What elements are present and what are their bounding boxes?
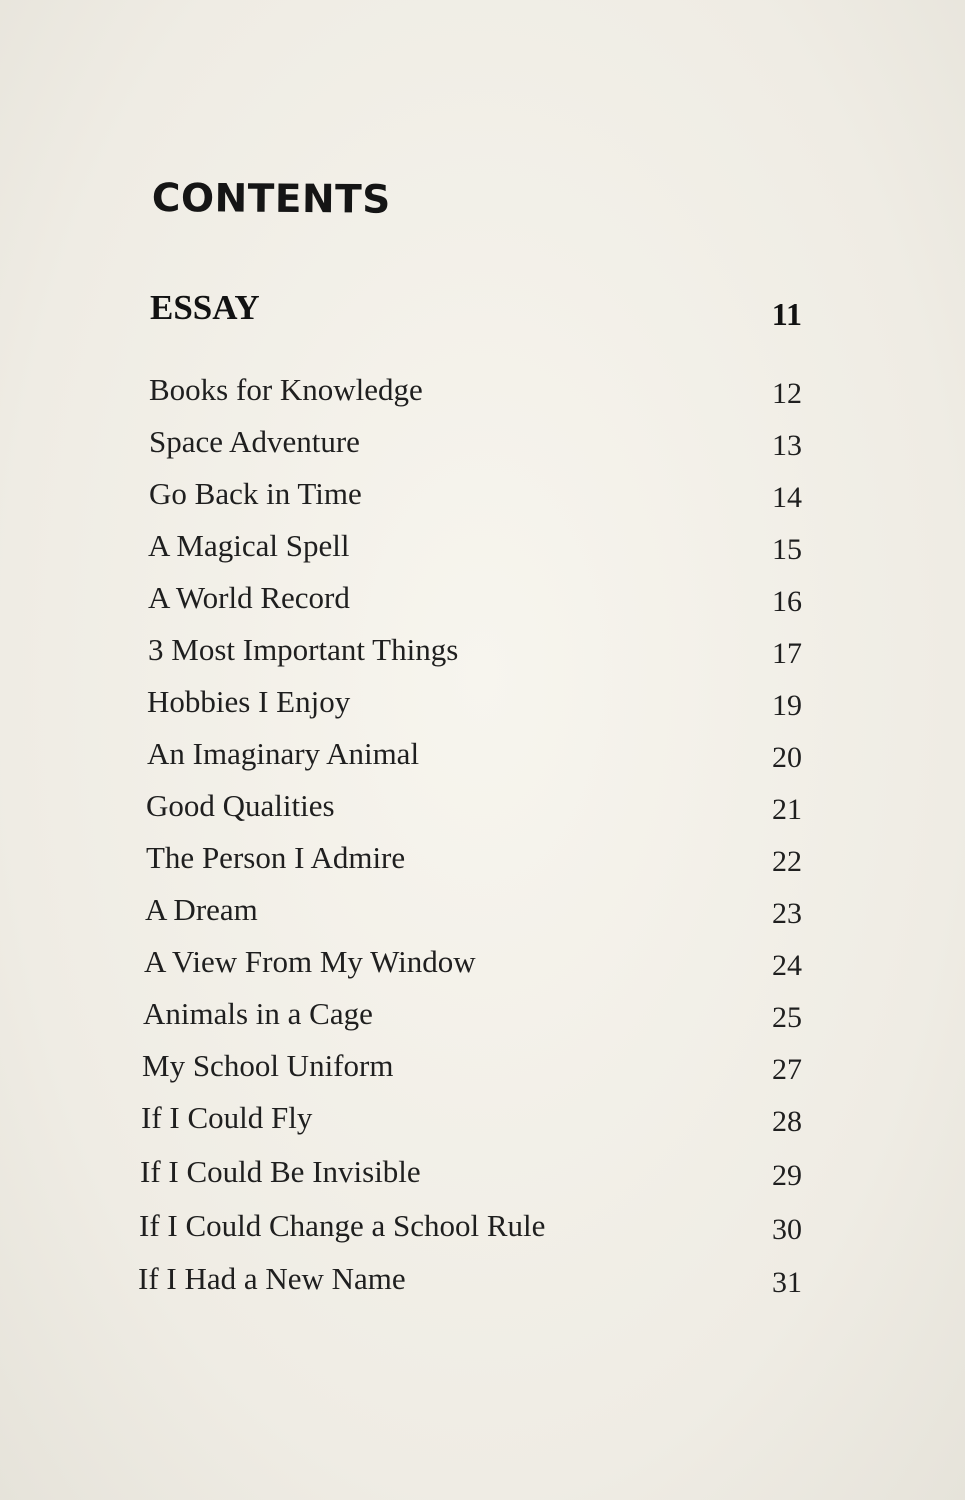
toc-entry <box>141 1098 802 1142</box>
toc-entry <box>148 630 802 674</box>
toc-entry <box>146 786 802 830</box>
toc-entry <box>148 578 802 622</box>
entry-page-number: 31 <box>772 1266 802 1299</box>
entry-title: A Magical Spell <box>148 528 350 563</box>
entry-title: Hobbies I Enjoy <box>147 684 351 719</box>
toc-entry <box>139 1206 802 1250</box>
toc-entry <box>145 890 802 934</box>
toc-entry <box>143 994 802 1038</box>
entry-page-number: 17 <box>772 637 802 670</box>
entry-page-number: 21 <box>772 793 802 826</box>
entry-page-number: 28 <box>772 1105 802 1138</box>
entry-page-number: 19 <box>772 689 802 722</box>
entry-title: Space Adventure <box>149 424 360 459</box>
entry-title: If I Could Change a School Rule <box>139 1208 546 1243</box>
toc-entry <box>147 734 802 778</box>
toc-entry <box>138 1259 802 1303</box>
entry-page-number: 14 <box>772 481 802 514</box>
entry-title: 3 Most Important Things <box>148 632 459 667</box>
entry-page-number: 30 <box>772 1213 802 1246</box>
toc-entry <box>140 1152 802 1196</box>
toc-entry <box>147 682 802 726</box>
entry-page-number: 12 <box>772 377 802 410</box>
entry-page-number: 23 <box>772 897 802 930</box>
entry-page-number: 20 <box>772 741 802 774</box>
entry-page-number: 22 <box>772 845 802 878</box>
entry-title: A View From My Window <box>144 944 476 979</box>
entry-title: An Imaginary Animal <box>147 736 420 771</box>
entry-page-number: 25 <box>772 1001 802 1034</box>
entry-title: A Dream <box>145 892 258 927</box>
entry-page-number: 15 <box>772 533 802 566</box>
entry-page-number: 13 <box>772 429 802 462</box>
entry-title: If I Could Be Invisible <box>140 1154 421 1189</box>
entry-page-number: 29 <box>772 1159 802 1192</box>
toc-entry <box>144 942 802 986</box>
entry-title: A World Record <box>148 580 350 615</box>
entry-page-number: 27 <box>772 1053 802 1086</box>
entry-title: Go Back in Time <box>149 476 362 511</box>
entry-title: My School Uniform <box>142 1048 394 1083</box>
toc-entry <box>148 526 802 570</box>
toc-entry <box>149 370 802 414</box>
toc-entry <box>142 1046 802 1090</box>
contents-heading: CONTENTS <box>151 176 391 223</box>
entry-page-number: 16 <box>772 585 802 618</box>
entry-title: If I Could Fly <box>141 1100 313 1135</box>
toc-entry <box>149 422 802 466</box>
entry-title: Books for Knowledge <box>149 372 423 407</box>
toc-section-essay <box>150 286 802 330</box>
entry-title: If I Had a New Name <box>138 1261 406 1296</box>
entry-page-number: 24 <box>772 949 802 982</box>
toc-entry <box>149 474 802 518</box>
section-title: ESSAY <box>150 288 260 327</box>
section-page-number: 11 <box>771 296 802 332</box>
entry-title: The Person I Admire <box>146 840 406 875</box>
toc-entry <box>146 838 802 882</box>
entry-title: Animals in a Cage <box>143 996 373 1031</box>
entry-title: Good Qualities <box>146 788 335 823</box>
